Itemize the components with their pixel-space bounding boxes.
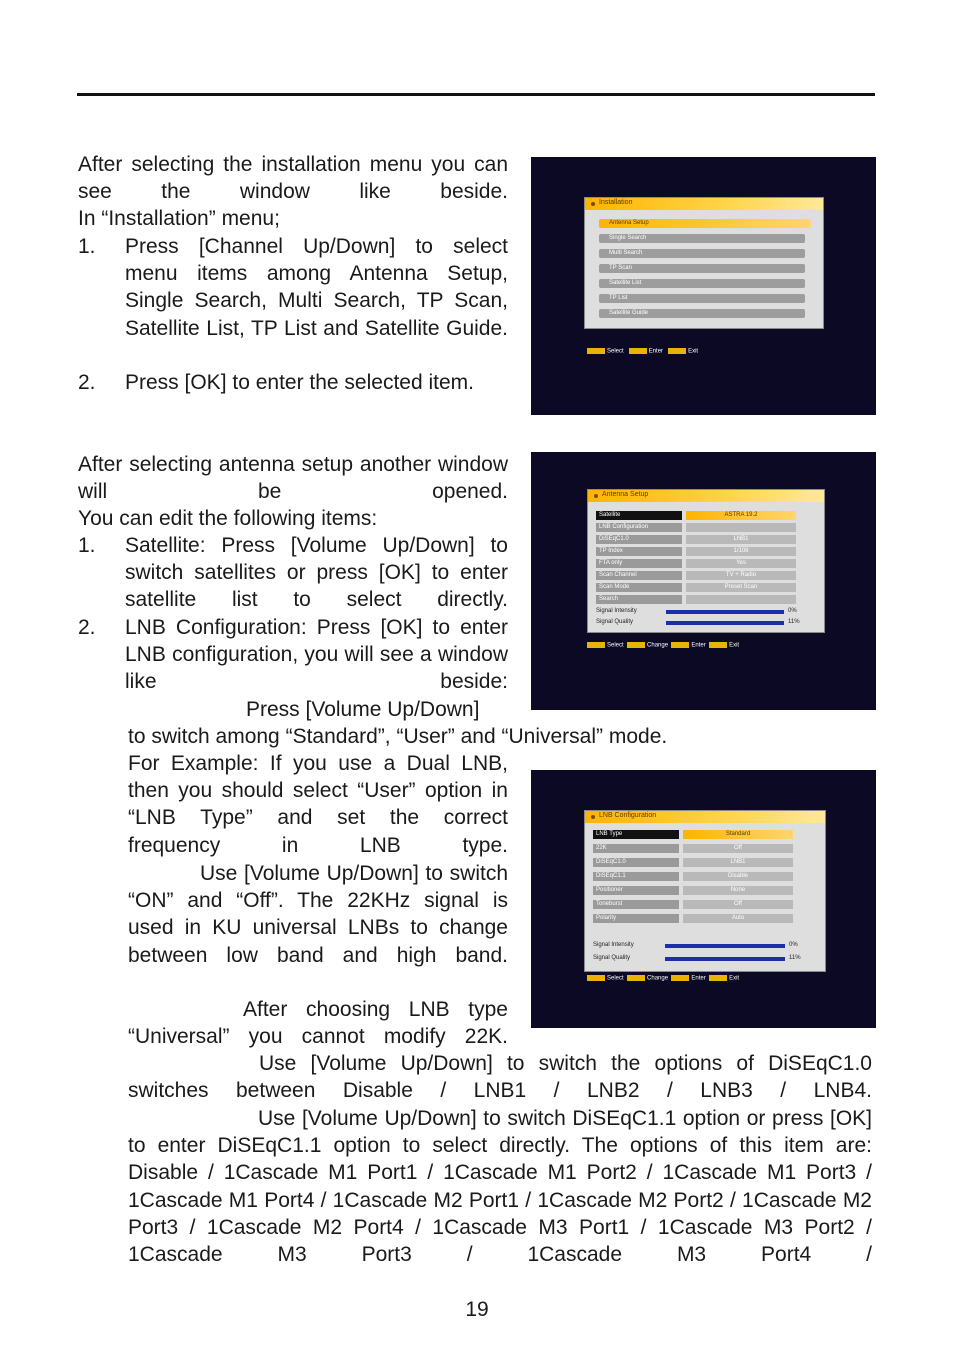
section1-item1-text: Press [Channel Up/Down] to select menu items among Antenna Setup, Single Search, Multi Search, TP Scan, Satellite List, TP List and Satellite Guide. [125, 235, 508, 340]
section2-item2-num: 2. [78, 616, 96, 639]
footer-exit: Exit [688, 348, 699, 355]
menu-row: Satellite List [599, 279, 805, 288]
installation-menu-panel [584, 197, 824, 329]
signal-quality-value: 11% [788, 619, 800, 625]
lnb-type-line-a: Press [Volume Up/Down] [246, 698, 480, 721]
menu-header [585, 198, 823, 210]
menu-header [585, 811, 825, 823]
footer-select: Select [607, 348, 624, 355]
section2-intro: After selecting antenna setup another window will be opened. [78, 453, 508, 504]
page-number: 19 [465, 1298, 489, 1321]
footer-enter: Enter [648, 348, 664, 355]
section1-item2-num: 2. [78, 371, 96, 394]
menu-title: Installation [599, 199, 633, 206]
menu-row: Satellite Guide [599, 309, 805, 318]
section1-item1-num: 1. [78, 235, 96, 258]
section2-item2-text: LNB Configuration: Press [OK] to enter LNB configuration, you will see a window like beside: [125, 616, 508, 694]
antenna-setup-panel: Antenna Setup Satellite ASTRA 19.2 LNB Configuration DiSEqC1.0 LNB1 TP Index 1/108 FTA only Yes Scan Channel TV + Radio Scan Mode Preset Scan Search Signal Intensity 0% Signal Quality 11% [587, 489, 825, 633]
menu-row: TP Scan [599, 264, 805, 273]
lnb-example: For Example: If you use a Dual LNB, then you should select “User” option in “LNB Type” and set the correct frequency in LNB type. [128, 752, 508, 857]
lnb-type-line-b: to switch among “Standard”, “User” and “Universal” mode. [128, 725, 668, 748]
menu-row: Single Search [599, 234, 805, 243]
section2-item1-text: Satellite: Press [Volume Up/Down] to switch satellites or press [OK] to enter satellite list to select directly. [125, 534, 508, 612]
setup-footer: Select Change Enter Exit [587, 642, 739, 649]
menu-header [588, 490, 824, 502]
diseqc10-description: Use [Volume Up/Down] to switch the options of DiSEqC1.0 switches between Disable / LNB1 / LNB2 / LNB3 / LNB4. [128, 1052, 872, 1103]
menu-row: Antenna Setup [599, 219, 811, 228]
menu-title: LNB Configuration [599, 812, 657, 819]
lnb-configuration-panel: LNB Configuration LNB Type Standard 22K Off DiSEqC1.0 LNB1 DiSEqC1.1 Disable Positioner None Toneburst Off Polarity Auto Signal Intensity 0% Signal Quality 11% [584, 810, 826, 972]
k22-description: Use [Volume Up/Down] to switch “ON” and “Off”. The 22KHz signal is used in KU universal LNBs to change between low band and high band. [128, 862, 508, 967]
signal-quality-bar [666, 621, 784, 625]
section1-item2-text: Press [OK] to enter the selected item. [125, 371, 474, 394]
signal-intensity-value: 0% [789, 942, 798, 948]
universal-note: After choosing LNB type “Universal” you cannot modify 22K. [128, 998, 508, 1049]
signal-quality-label: Signal Quality [596, 619, 634, 625]
lnb-footer: Select Change Enter Exit [587, 975, 739, 982]
signal-intensity-bar [665, 944, 785, 948]
menu-footer [587, 348, 698, 355]
signal-intensity-bar [666, 610, 784, 614]
lnb-configuration-screenshot [531, 770, 876, 1028]
section1-intro: After selecting the installation menu you can see the window like beside. [78, 153, 508, 204]
signal-intensity-label: Signal Intensity [596, 608, 637, 614]
menu-row: TP List [599, 294, 805, 303]
section2-item1-num: 1. [78, 534, 96, 557]
signal-quality-value: 11% [789, 955, 801, 961]
installation-menu-screenshot [531, 157, 876, 415]
signal-quality-label: Signal Quality [593, 955, 631, 961]
section1-menu-line: In “Installation” menu; [78, 207, 280, 230]
signal-quality-bar [665, 957, 785, 961]
header-rule [77, 93, 875, 96]
antenna-setup-screenshot [531, 452, 876, 710]
section2-edit-line: You can edit the following items: [78, 507, 378, 530]
diseqc11-description: Use [Volume Up/Down] to switch DiSEqC1.1 option or press [OK] to enter DiSEqC1.1 option to select directly. The options of this item are: Disable / 1Cascade M1 Port1 / 1Cascade M1 Port2 / 1Cascade M1 Port3 / 1Cascade M1 Port4 / 1Cascade M2 Port1 / 1Cascade M2 Port2 / 1Cascade M2 Port3 / 1Cascade M2 Port4 / 1Cascade M3 Port1 / 1Cascade M3 Port2 / 1Cascade M3 Port3 / 1Cascade M3 Port4 / [128, 1107, 872, 1267]
signal-intensity-label: Signal Intensity [593, 942, 634, 948]
signal-intensity-value: 0% [788, 608, 797, 614]
menu-title: Antenna Setup [602, 491, 649, 498]
menu-row: Multi Search [599, 249, 805, 258]
